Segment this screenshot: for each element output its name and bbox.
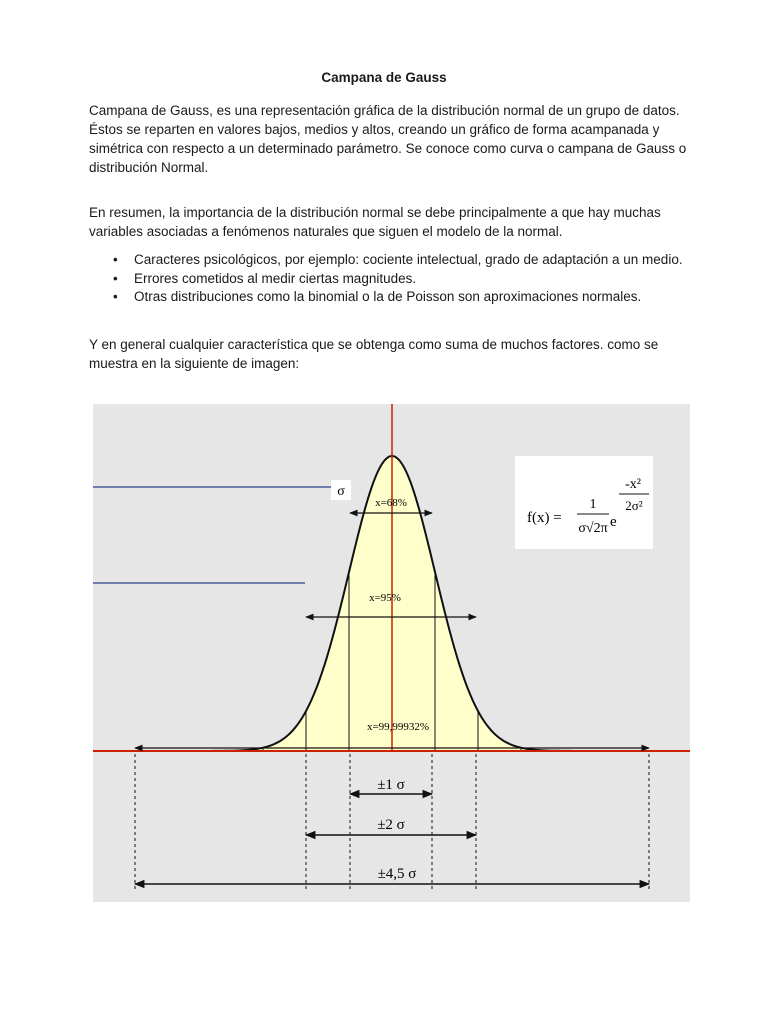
intro-paragraph: Campana de Gauss, es una representación gráfica de la distribución normal de un grupo de datos. Éstos se reparten en valores bajos, medios y altos, creando un gráfico de forma acampanada y simétrica con respecto a un determinado parámetro. Se conoce como curva o campana de Gauss o distribución Normal. [89,103,687,175]
label-68: x=68% [375,497,407,509]
formula-lhs: f(x) = [527,510,562,526]
formula-exp-denominator: 2σ² [625,498,643,513]
list-item: • Otras distribuciones como la binomial o la de Poisson son aproximaciones normales. [89,288,729,307]
formula-base: e [610,514,617,530]
examples-list [89,251,729,307]
gauss-bell-svg [93,404,690,902]
formula-denominator: σ√2π [578,521,608,536]
page-title: Campana de Gauss [321,70,447,85]
sigma-label: σ [337,484,345,499]
label-45sigma: ±4,5 σ [377,866,417,882]
closing-paragraph: Y en general cualquier característica que se obtenga como suma de muchos factores. como se muestra en la siguiente de imagen: [89,337,659,371]
gauss-bell-figure [93,404,690,902]
label-99: x=99,99932% [366,721,430,733]
label-1sigma: ±1 σ [377,777,405,793]
list-item: • Caracteres psicológicos, por ejemplo: cociente intelectual, grado de adaptación a un medio. [89,251,729,270]
label-95: x=95% [369,592,401,604]
normal-formula [515,456,653,549]
formula-numerator: 1 [589,497,597,512]
list-item: • Errores cometidos al medir ciertas magnitudes. [89,270,729,289]
formula-exp-numerator: -x² [625,477,641,492]
summary-paragraph: En resumen, la importancia de la distribución normal se debe principalmente a que hay muchas variables asociadas a fenómenos naturales que siguen el modelo de la normal. [89,205,661,239]
label-2sigma: ±2 σ [377,817,405,833]
